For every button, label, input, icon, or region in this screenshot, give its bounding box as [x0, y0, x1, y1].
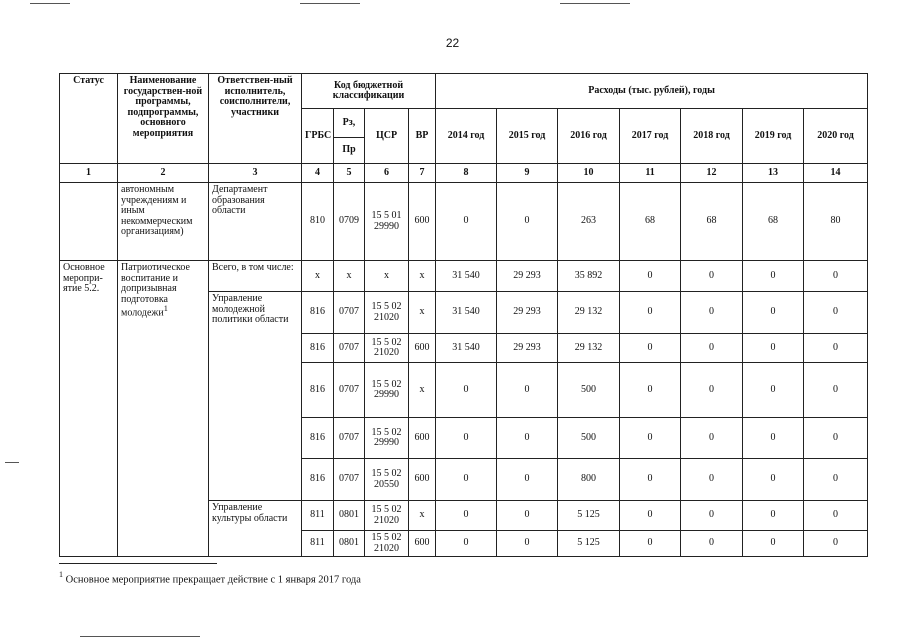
amount-cell: 0 — [497, 531, 558, 557]
header-rz: Рз, — [334, 109, 365, 138]
csr-cell: х — [365, 261, 409, 292]
header-year: 2018 год — [681, 109, 743, 164]
scan-mark — [80, 636, 200, 637]
amount-cell: 0 — [804, 261, 868, 292]
amount-cell: 0 — [743, 363, 804, 418]
amount-cell: 0 — [436, 459, 497, 501]
header-year: 2014 год — [436, 109, 497, 164]
amount-cell: 0 — [743, 501, 804, 531]
column-number-row — [60, 164, 868, 183]
amount-cell: 31 540 — [436, 261, 497, 292]
rzpr-cell: 0707 — [334, 418, 365, 459]
amount-cell: 0 — [620, 459, 681, 501]
rzpr-cell: х — [334, 261, 365, 292]
csr-cell: 15 5 02 21020 — [365, 292, 409, 334]
header-pr: Пр — [334, 138, 365, 164]
header-year: 2015 год — [497, 109, 558, 164]
grbs-cell: 816 — [302, 292, 334, 334]
rzpr-cell: 0707 — [334, 363, 365, 418]
amount-cell: 0 — [743, 418, 804, 459]
rzpr-cell: 0801 — [334, 501, 365, 531]
amount-cell: 500 — [558, 418, 620, 459]
amount-cell: 0 — [743, 292, 804, 334]
amount-cell: 0 — [804, 292, 868, 334]
rzpr-cell: 0801 — [334, 531, 365, 557]
vr-cell: х — [409, 363, 436, 418]
header-vr: ВР — [409, 109, 436, 164]
amount-cell: 0 — [620, 292, 681, 334]
amount-cell: 29 293 — [497, 292, 558, 334]
amount-cell: 0 — [804, 334, 868, 363]
executor-cell: Управление культуры области — [209, 501, 302, 557]
amount-cell: 0 — [681, 334, 743, 363]
amount-cell: 29 132 — [558, 292, 620, 334]
vr-cell: х — [409, 292, 436, 334]
amount-cell: 0 — [681, 459, 743, 501]
column-number: 2 — [118, 164, 209, 183]
amount-cell: 31 540 — [436, 292, 497, 334]
amount-cell: 0 — [436, 501, 497, 531]
header-year: 2019 год — [743, 109, 804, 164]
grbs-cell: 816 — [302, 363, 334, 418]
scan-mark — [300, 3, 360, 4]
amount-cell: 0 — [620, 261, 681, 292]
amount-cell: 68 — [681, 183, 743, 261]
vr-cell: х — [409, 501, 436, 531]
amount-cell: 29 132 — [558, 334, 620, 363]
header-grbs: ГРБС — [302, 109, 334, 164]
amount-cell: 0 — [497, 459, 558, 501]
amount-cell: 0 — [497, 501, 558, 531]
amount-cell: 0 — [804, 418, 868, 459]
column-number: 12 — [681, 164, 743, 183]
amount-cell: 0 — [436, 531, 497, 557]
amount-cell: 0 — [743, 261, 804, 292]
page-number: 22 — [445, 36, 460, 50]
amount-cell: 68 — [743, 183, 804, 261]
status-cell: Основное меропри-ятие 5.2. — [60, 261, 118, 557]
name-text: Патриотическое воспитание и допризывная подготовка молодежи — [121, 262, 190, 319]
executor-cell: Всего, в том числе: — [209, 261, 302, 292]
amount-cell: 0 — [804, 363, 868, 418]
csr-cell: 15 5 01 29990 — [365, 183, 409, 261]
header-expenses-group: Расходы (тыс. рублей), годы — [436, 74, 868, 109]
executor-cell: Управление молодежной политики области — [209, 292, 302, 501]
amount-cell: 0 — [497, 183, 558, 261]
grbs-cell: 810 — [302, 183, 334, 261]
amount-cell: 68 — [620, 183, 681, 261]
name-cell — [118, 261, 209, 557]
grbs-cell: 816 — [302, 418, 334, 459]
scan-mark — [5, 462, 19, 463]
csr-cell: 15 5 02 21020 — [365, 531, 409, 557]
vr-cell: х — [409, 261, 436, 292]
amount-cell: 0 — [804, 459, 868, 501]
executor-cell: Департамент образования области — [209, 183, 302, 261]
header-year: 2020 год — [804, 109, 868, 164]
rzpr-cell: 0707 — [334, 459, 365, 501]
status-cell — [60, 183, 118, 261]
header-year: 2017 год — [620, 109, 681, 164]
amount-cell: 0 — [681, 501, 743, 531]
amount-cell: 0 — [681, 292, 743, 334]
amount-cell: 0 — [436, 183, 497, 261]
amount-cell: 0 — [620, 418, 681, 459]
amount-cell: 0 — [743, 459, 804, 501]
name-cell: автономным учреждениям и иным некоммерческим организациям) — [118, 183, 209, 261]
column-number: 5 — [334, 164, 365, 183]
footnote-divider — [59, 563, 217, 564]
footnote — [59, 571, 361, 586]
amount-cell: 800 — [558, 459, 620, 501]
rzpr-cell: 0707 — [334, 292, 365, 334]
column-number: 1 — [60, 164, 118, 183]
vr-cell: 600 — [409, 459, 436, 501]
table-row — [60, 261, 868, 292]
amount-cell: 0 — [620, 363, 681, 418]
amount-cell: 263 — [558, 183, 620, 261]
amount-cell: 0 — [620, 501, 681, 531]
grbs-cell: х — [302, 261, 334, 292]
column-number: 14 — [804, 164, 868, 183]
header-name: Наименование государствен-ной программы, подпрограммы, основного мероприятия — [118, 74, 209, 164]
vr-cell: 600 — [409, 531, 436, 557]
column-number: 13 — [743, 164, 804, 183]
amount-cell: 0 — [804, 501, 868, 531]
column-number: 10 — [558, 164, 620, 183]
column-number: 11 — [620, 164, 681, 183]
column-number: 9 — [497, 164, 558, 183]
amount-cell: 0 — [497, 363, 558, 418]
column-number: 8 — [436, 164, 497, 183]
amount-cell: 31 540 — [436, 334, 497, 363]
amount-cell: 80 — [804, 183, 868, 261]
table-row — [60, 183, 868, 261]
header-code-group: Код бюджетной классификации — [302, 74, 436, 109]
vr-cell: 600 — [409, 334, 436, 363]
csr-cell: 15 5 02 21020 — [365, 334, 409, 363]
amount-cell: 0 — [743, 531, 804, 557]
footnote-text: Основное мероприятие прекращает действие с 1 января 2017 года — [65, 574, 361, 586]
header-year: 2016 год — [558, 109, 620, 164]
grbs-cell: 816 — [302, 459, 334, 501]
amount-cell: 0 — [743, 334, 804, 363]
header-executor: Ответствен-ный исполнитель, соисполнители, участники — [209, 74, 302, 164]
amount-cell: 0 — [681, 363, 743, 418]
csr-cell: 15 5 02 29990 — [365, 363, 409, 418]
header-status: Статус — [60, 74, 118, 164]
column-number: 4 — [302, 164, 334, 183]
csr-cell: 15 5 02 29990 — [365, 418, 409, 459]
amount-cell: 0 — [620, 334, 681, 363]
rzpr-cell: 0707 — [334, 334, 365, 363]
amount-cell: 29 293 — [497, 334, 558, 363]
amount-cell: 5 125 — [558, 531, 620, 557]
amount-cell: 0 — [681, 261, 743, 292]
scan-mark — [560, 3, 630, 4]
column-number: 7 — [409, 164, 436, 183]
amount-cell: 0 — [497, 418, 558, 459]
csr-cell: 15 5 02 20550 — [365, 459, 409, 501]
amount-cell: 5 125 — [558, 501, 620, 531]
footnote-ref: 1 — [163, 304, 168, 313]
rzpr-cell: 0709 — [334, 183, 365, 261]
vr-cell: 600 — [409, 183, 436, 261]
amount-cell: 0 — [681, 418, 743, 459]
scan-mark — [30, 3, 70, 4]
amount-cell: 0 — [681, 531, 743, 557]
column-number: 3 — [209, 164, 302, 183]
amount-cell: 0 — [620, 531, 681, 557]
amount-cell: 0 — [804, 531, 868, 557]
vr-cell: 600 — [409, 418, 436, 459]
amount-cell: 500 — [558, 363, 620, 418]
footnote-marker: 1 — [59, 570, 63, 579]
grbs-cell: 811 — [302, 531, 334, 557]
grbs-cell: 811 — [302, 501, 334, 531]
amount-cell: 35 892 — [558, 261, 620, 292]
amount-cell: 0 — [436, 363, 497, 418]
header-csr: ЦСР — [365, 109, 409, 164]
amount-cell: 0 — [436, 418, 497, 459]
csr-cell: 15 5 02 21020 — [365, 501, 409, 531]
grbs-cell: 816 — [302, 334, 334, 363]
budget-table — [59, 73, 868, 557]
amount-cell: 29 293 — [497, 261, 558, 292]
column-number: 6 — [365, 164, 409, 183]
